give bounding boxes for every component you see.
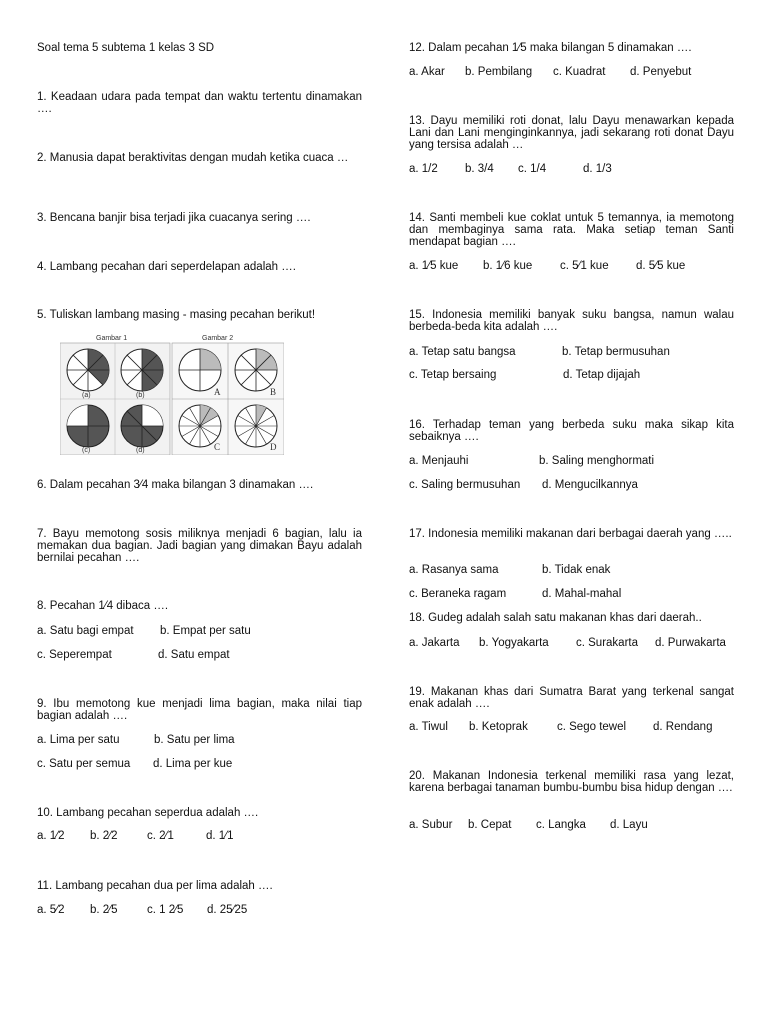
- figure-label-a: (a): [82, 392, 91, 399]
- q16-option-a: a. Menjauhi: [409, 455, 469, 467]
- q20-option-b: b. Cepat: [468, 819, 512, 831]
- q13-option-d: d. 1/3: [583, 163, 612, 175]
- q9-option-d: d. Lima per kue: [153, 758, 233, 770]
- q10-option-d: d. 1⁄1: [206, 830, 234, 842]
- q19-option-d: d. Rendang: [653, 721, 713, 733]
- figure-label-C: C: [214, 442, 221, 452]
- q9-option-c: c. Satu per semua: [37, 758, 131, 770]
- q14-option-a: a. 1⁄5 kue: [409, 260, 459, 272]
- figure-caption-1: Gambar 1: [96, 335, 128, 342]
- q18-option-d: d. Purwakarta: [655, 637, 726, 649]
- q12-option-b: b. Pembilang: [465, 66, 533, 78]
- question-4: 4. Lambang pecahan dari seperdelapan adalah ….: [37, 261, 296, 273]
- q19-option-a: a. Tiwul: [409, 721, 448, 733]
- figure-label-d: (d): [136, 447, 145, 454]
- question-5: 5. Tuliskan lambang masing - masing pecahan berikut!: [37, 309, 316, 321]
- q19-option-c: c. Sego tewel: [557, 721, 627, 733]
- circle-D: [235, 405, 277, 447]
- circle-d: [121, 405, 163, 447]
- circle-c: [67, 405, 109, 447]
- q18-option-b: b. Yogyakarta: [479, 637, 549, 649]
- question-20: 20. Makanan Indonesia terkenal memiliki rasa yang lezat, karena berbagai tanaman bumbu-bumbu bisa hidup dengan ….: [409, 770, 734, 794]
- q15-option-b: b. Tetap bermusuhan: [562, 346, 670, 358]
- q14-option-d: d. 5⁄5 kue: [636, 260, 686, 272]
- q17-option-d: d. Mahal-mahal: [542, 588, 622, 600]
- q19-option-b: b. Ketoprak: [469, 721, 528, 733]
- figure-label-b: (b): [136, 392, 145, 399]
- q18-option-c: c. Surakarta: [576, 637, 638, 649]
- question-10: 10. Lambang pecahan seperdua adalah ….: [37, 807, 259, 819]
- question-16: 16. Terhadap teman yang berbeda suku maka sikap kita sebaiknya ….: [409, 419, 734, 443]
- q13-option-b: b. 3/4: [465, 163, 494, 175]
- q8-option-a: a. Satu bagi empat: [37, 625, 134, 637]
- q9-option-b: b. Satu per lima: [154, 734, 235, 746]
- q17-option-a: a. Rasanya sama: [409, 564, 499, 576]
- q10-option-b: b. 2⁄2: [90, 830, 118, 842]
- question-6: 6. Dalam pecahan 3⁄4 maka bilangan 3 dinamakan ….: [37, 479, 314, 491]
- q17-option-c: c. Beraneka ragam: [409, 588, 507, 600]
- q10-option-c: c. 2⁄1: [147, 830, 174, 842]
- q18-option-a: a. Jakarta: [409, 637, 460, 649]
- question-3: 3. Bencana banjir bisa terjadi jika cuacanya sering ….: [37, 212, 311, 224]
- q16-option-c: c. Saling bermusuhan: [409, 479, 521, 491]
- circle-b: [121, 349, 163, 391]
- question-7: 7. Bayu memotong sosis miliknya menjadi 6 bagian, lalu ia memakan dua bagian. Jadi bagian yang dimakan Bayu adalah bernilai pecahan ….: [37, 528, 362, 564]
- figure-label-c: (c): [82, 447, 91, 454]
- q20-option-a: a. Subur: [409, 819, 453, 831]
- circle-a: [67, 349, 109, 391]
- q8-option-c: c. Seperempat: [37, 649, 112, 661]
- q13-option-c: c. 1/4: [518, 163, 547, 175]
- question-15: 15. Indonesia memiliki banyak suku bangsa, namun walau berbeda-beda kita adalah ….: [409, 309, 734, 333]
- q15-option-a: a. Tetap satu bangsa: [409, 346, 516, 358]
- q16-option-d: d. Mengucilkannya: [542, 479, 638, 491]
- question-8: 8. Pecahan 1⁄4 dibaca ….: [37, 600, 169, 612]
- question-1: 1. Keadaan udara pada tempat dan waktu tertentu dinamakan ….: [37, 91, 362, 115]
- figure-label-B: B: [270, 387, 277, 397]
- fraction-figure: [60, 335, 284, 455]
- circle-B: [235, 349, 277, 391]
- q20-option-d: d. Layu: [610, 819, 648, 831]
- fraction-circles-image: [60, 335, 284, 455]
- q13-option-a: a. 1/2: [409, 163, 438, 175]
- question-19: 19. Makanan khas dari Sumatra Barat yang terkenal sangat enak adalah ….: [409, 686, 734, 710]
- question-17: 17. Indonesia memiliki makanan dari berbagai daerah yang …..: [409, 528, 732, 540]
- q14-option-c: c. 5⁄1 kue: [560, 260, 609, 272]
- q15-option-d: d. Tetap dijajah: [563, 369, 641, 381]
- circle-A: [179, 349, 221, 391]
- q12-option-c: c. Kuadrat: [553, 66, 606, 78]
- q14-option-b: b. 1⁄6 kue: [483, 260, 533, 272]
- q8-option-d: d. Satu empat: [158, 649, 230, 661]
- q15-option-c: c. Tetap bersaing: [409, 369, 497, 381]
- q11-option-a: a. 5⁄2: [37, 904, 65, 916]
- q17-option-b: b. Tidak enak: [542, 564, 611, 576]
- q10-option-a: a. 1⁄2: [37, 830, 65, 842]
- figure-label-A: A: [214, 387, 221, 397]
- circle-C: [179, 405, 221, 447]
- q11-option-c: c. 1 2⁄5: [147, 904, 184, 916]
- question-13: 13. Dayu memiliki roti donat, lalu Dayu menawarkan kepada Lani dan Lani menginginkannya, jadi sekarang roti donat Dayu yang tersisa adalah …: [409, 115, 734, 151]
- q16-option-b: b. Saling menghormati: [539, 455, 655, 467]
- question-18: 18. Gudeg adalah salah satu makanan khas dari daerah..: [409, 612, 702, 624]
- q9-option-a: a. Lima per satu: [37, 734, 120, 746]
- figure-caption-2: Gambar 2: [202, 335, 234, 342]
- q20-option-c: c. Langka: [536, 819, 586, 831]
- question-11: 11. Lambang pecahan dua per lima adalah ….: [37, 880, 273, 892]
- q12-option-a: a. Akar: [409, 66, 445, 78]
- q8-option-b: b. Empat per satu: [160, 625, 251, 637]
- figure-label-D: D: [270, 442, 277, 452]
- question-9: 9. Ibu memotong kue menjadi lima bagian, maka nilai tiap bagian adalah ….: [37, 698, 362, 722]
- question-14: 14. Santi membeli kue coklat untuk 5 temannya, ia memotong dan membaginya sama rata. Maka setiap teman Santi mendapat bagian ….: [409, 212, 734, 248]
- page-title: Soal tema 5 subtema 1 kelas 3 SD: [37, 42, 215, 54]
- q11-option-b: b. 2⁄5: [90, 904, 118, 916]
- question-12: 12. Dalam pecahan 1⁄5 maka bilangan 5 dinamakan ….: [409, 42, 692, 54]
- q12-option-d: d. Penyebut: [630, 66, 692, 78]
- question-2: 2. Manusia dapat beraktivitas dengan mudah ketika cuaca …: [37, 152, 349, 164]
- q11-option-d: d. 25⁄25: [207, 904, 248, 916]
